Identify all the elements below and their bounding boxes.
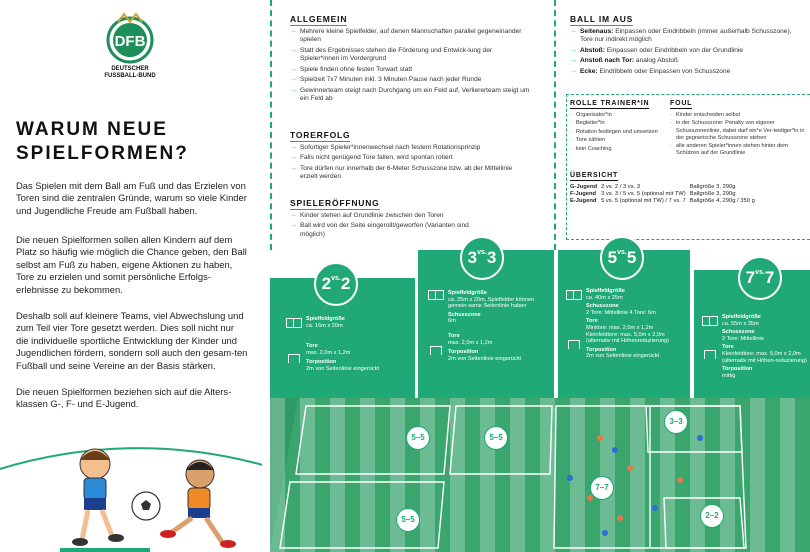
overview-table bbox=[570, 184, 759, 205]
dfb-logo bbox=[100, 12, 160, 72]
section-title-spieleroeffnung: SPIELERÖFFNUNG bbox=[290, 198, 380, 208]
pitch-illustration bbox=[270, 398, 810, 552]
rolle-list bbox=[570, 112, 662, 154]
list-item: → Falls nicht genügend Tore fallen, wird spontan rotiert bbox=[290, 154, 453, 162]
format-badge-7vs7: $7^{vs.}7$ bbox=[738, 256, 782, 300]
goal-icon bbox=[288, 354, 300, 363]
arrow-icon: → bbox=[570, 67, 577, 75]
section-title-rolle: ROLLE TRAINER*IN bbox=[570, 100, 650, 107]
allgemein-list bbox=[290, 28, 530, 105]
arrow-icon: → bbox=[570, 46, 577, 54]
section-title-foul: FOUL bbox=[670, 100, 693, 107]
pitch-badge: 5–5 bbox=[406, 426, 430, 450]
format-badge-2vs2: $2^{vs.}2$ bbox=[314, 262, 358, 306]
intro-paragraph-3: Deshalb soll auf kleinere Teams, viel Abwechslung und zum Teil vier Tore gesetzt werden. Dies soll nicht nur die individuelle sportliche Entwicklung der Kinder und Jugendlichen fördern, sondern soll auch den gesam-ten Fußball und seine Vereine an der Basis stärken. bbox=[16, 310, 248, 371]
arrow-icon: → bbox=[290, 154, 297, 162]
list-item: · in der Schusszone: Penalty von eigener Schusszonenlinie, dabei darf ein*e Ver-teidiger*in in der gegnerische Schusszone stehen bbox=[670, 120, 805, 141]
format-badge-3vs3: $3^{vs.}3$ bbox=[460, 236, 504, 280]
format-7vs7-details: Spielfeldgröße ca. 55m x 35m Schusszone 2 Tore: Mittellinie Tore Kleinfeldtore: max. 5,0m x 2,0m (alternativ mit Höhen-reduzierung) Torposition mittig bbox=[722, 314, 807, 379]
field-size-icon bbox=[428, 290, 444, 300]
list-item: → Tore dürfen nur innerhalb der 6-Meter Schusszone bzw. ab der Mittellinie erzielt werden bbox=[290, 164, 513, 181]
list-item: → Spielzeit 7x7 Minuten inkl. 3 Minuten Pause nach jeder Runde bbox=[290, 76, 482, 84]
list-item: → Seitenaus: Einpassen oder Eindribbeln (immer außerhalb Schusszone), Tore nur indirekt möglich bbox=[570, 28, 792, 44]
list-item: · Begleiter*in bbox=[570, 120, 605, 127]
section-title-ball-im-aus: BALL IM AUS bbox=[570, 14, 634, 24]
goal-icon bbox=[568, 340, 580, 349]
format-badge-5vs5: $5^{vs.}5$ bbox=[600, 236, 644, 280]
field-size-icon bbox=[286, 318, 302, 328]
list-item: → Kinder stehen auf Grundlinie zwischen den Toren bbox=[290, 212, 444, 219]
spieleroeffnung-list bbox=[290, 212, 490, 241]
pitch-badge: 5–5 bbox=[484, 426, 508, 450]
list-item: · Rotation festlegen und umsetzen bbox=[570, 128, 658, 135]
divider-left bbox=[270, 0, 272, 250]
svg-text:DFB: DFB bbox=[114, 33, 146, 50]
pitch-badge: 3–3 bbox=[664, 410, 688, 434]
intro-paragraph-1: Das Spielen mit dem Ball am Fuß und das Erzielen von Toren sind die zentralen Gründe, warum so viele Kinder und Jugendliche Freude am Fußball haben. bbox=[16, 180, 247, 216]
field-formats bbox=[270, 250, 810, 552]
table-row: E-Jugend 5 vs. 5 (optional mit TW) / 7 vs. 7 Ballgröße 4, 290g / 350 g bbox=[570, 198, 755, 204]
list-item: → Ecke: Eindribbeln oder Einpassen von Schusszone bbox=[570, 67, 731, 75]
format-2vs2-details: Spielfeldgröße ca. 16m x 20m Tore max. 2,0m x 1,2m Torposition 2m von Seitenlinie eingerückt bbox=[306, 316, 380, 372]
table-row: G-Jugend 2 vs. 2 / 3 vs. 3 Ballgröße 3, 290g bbox=[570, 184, 736, 190]
table-row: F-Jugend 3 vs. 3 / 5 vs. 5 (optional mit TW) Ballgröße 3, 290g bbox=[570, 191, 736, 197]
field-size-icon bbox=[566, 290, 582, 300]
section-title-allgemein: ALLGEMEIN bbox=[290, 14, 348, 24]
arrow-icon: → bbox=[290, 76, 297, 84]
pitch-badge: 7–7 bbox=[590, 476, 614, 500]
arrow-icon: → bbox=[290, 46, 297, 54]
list-item: → Abstoß: Einpassen oder Eindribbeln von der Grundlinie bbox=[570, 46, 744, 54]
kids-playing-illustration bbox=[0, 432, 262, 552]
title-line2: SPIELFORMEN? bbox=[16, 143, 189, 164]
format-3vs3-details: Spielfeldgröße ca. 25m x 20m, Spielfelder können gemein-same Seitenlinie haben Schusszone 6m Tore max. 2,0m x 1,2m Torposition 2m von Seitenlinie eingerückt bbox=[448, 290, 535, 362]
list-item: · kein Coaching bbox=[570, 145, 612, 152]
arrow-icon: → bbox=[290, 86, 297, 94]
goal-icon bbox=[704, 350, 716, 359]
divider-middle bbox=[554, 0, 556, 250]
format-5vs5-details: Spielfeldgröße ca. 40m x 25m Schusszone 2 Tore: Mittellinie 4 Tore: 6m Tore Minitore: max. 2,0m x 1,2m Kleinfeldtore: max. 5,0m x 2,0m (alternativ mit Höhenreduzierung) Torposition 2m von Seitenlinie eingerückt bbox=[586, 288, 670, 360]
list-item: · Organisator*in bbox=[570, 112, 612, 118]
page-title bbox=[16, 118, 246, 166]
list-item: → Sofortiger Spieler*innenwechsel nach festem Rotationsprinzip bbox=[290, 144, 481, 151]
list-item: · Tore zählen bbox=[570, 137, 605, 144]
list-item: → Gewinnerteam steigt nach Durchgang um ein Feld auf, Verliererteam steigt um ein Feld ab bbox=[290, 86, 530, 102]
brand-line2: FUSSBALL-BUND bbox=[104, 73, 156, 79]
list-item: → Anstoß nach Tor: analog Abstoß bbox=[570, 57, 679, 65]
list-item: → Statt des Ergebnisses stehen die Förderung und Entwick-lung der Spieler*innen im Vordergrund bbox=[290, 46, 493, 63]
pitch-badge: 2–2 bbox=[700, 504, 724, 528]
intro-column bbox=[0, 0, 262, 552]
intro-paragraph-2: Die neuen Spielformen sollen allen Kindern auf dem Platz so häufig wie möglich die Chance geben, den Ball selbst am Fuß zu haben, eigene Aktionen zu haben, Tore zu erzielen und somit persönliche Erfolgs-erlebnisse zu bekommen. bbox=[16, 234, 247, 295]
arrow-icon: → bbox=[570, 28, 577, 35]
section-title-torerfolg: TORERFOLG bbox=[290, 130, 351, 140]
intro-paragraph-4: Die neuen Spielformen beziehen sich auf die Alters-klassen G-, F- und E-Jugend. bbox=[16, 386, 232, 410]
arrow-icon: → bbox=[290, 28, 297, 35]
brand-line1: DEUTSCHER bbox=[111, 66, 149, 72]
arrow-icon: → bbox=[570, 57, 577, 65]
list-item: · alle anderen Spieler*innen stehen hinter dem Schützen auf der Grundlinie bbox=[670, 143, 788, 157]
foul-list bbox=[670, 112, 806, 159]
arrow-icon: → bbox=[290, 65, 297, 73]
list-item: → Spiele finden ohne festen Torwart statt bbox=[290, 65, 413, 73]
ball-im-aus-list bbox=[570, 28, 806, 78]
field-size-icon bbox=[702, 316, 718, 326]
title-line1: WARUM NEUE bbox=[16, 119, 168, 140]
list-item: → Mehrere kleine Spielfelder, auf denen Mannschaften parallel gegeneinander spielen bbox=[290, 28, 522, 44]
arrow-icon: → bbox=[290, 222, 297, 230]
goal-icon bbox=[430, 346, 442, 355]
list-item: → Ball wird von der Seite eingerollt/geworfen (Varianten sind möglich) bbox=[290, 222, 469, 238]
section-title-uebersicht: ÜBERSICHT bbox=[570, 172, 619, 179]
pitch-badge: 5–5 bbox=[396, 508, 420, 532]
torerfolg-list bbox=[290, 144, 530, 184]
arrow-icon: → bbox=[290, 144, 297, 151]
rules-panel bbox=[270, 0, 810, 552]
arrow-icon: → bbox=[290, 212, 297, 219]
list-item: · Kinder entscheiden selbst bbox=[670, 112, 741, 118]
dfb-name bbox=[70, 66, 190, 80]
arrow-icon: → bbox=[290, 164, 297, 172]
